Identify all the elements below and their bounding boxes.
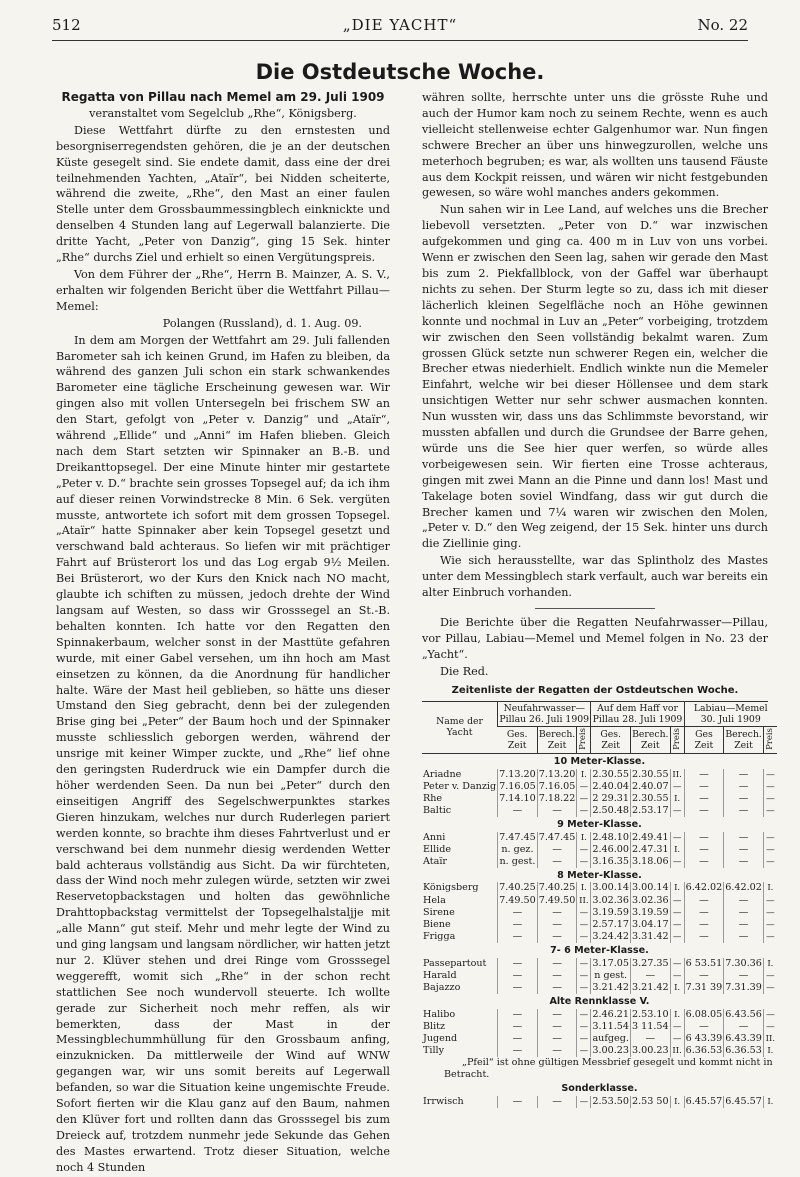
time-cell: 3.00.14 (592, 882, 629, 894)
time-cell: 7.49.50 (538, 894, 576, 906)
time-cell: — (498, 805, 538, 817)
time-cell: — (684, 844, 724, 856)
time-cell: 7.13.20 (499, 768, 536, 780)
time-cell: — (724, 805, 764, 817)
table-row (422, 1096, 777, 1108)
time-cell: — (724, 970, 764, 982)
time-cell: — (498, 958, 538, 970)
article-heading: Regatta von Pillau nach Memel am 29. Juli 1909 (61, 90, 385, 104)
time-cell: I. (577, 882, 591, 894)
left-column (56, 90, 390, 1177)
yacht-name: Halibo (423, 1008, 456, 1020)
time-cell: — (537, 805, 577, 817)
time-cell: I. (763, 1096, 777, 1108)
time-cell: — (724, 769, 764, 781)
time-cell: — (537, 856, 577, 868)
time-cell: — (763, 781, 777, 793)
time-cell: I. (577, 769, 591, 781)
table-row (422, 805, 777, 817)
table-row (422, 1045, 777, 1057)
time-cell: — (724, 844, 764, 856)
time-cell: — (630, 1033, 670, 1045)
time-cell: I. (763, 882, 777, 894)
time-cell: 3.02.36 (592, 894, 629, 906)
time-cell: 2.57.17 (592, 919, 629, 931)
time-cell: 2.40.04 (592, 780, 629, 792)
time-cell: 2.47.31 (631, 843, 669, 855)
table-row (422, 832, 777, 844)
time-cell: — (577, 1096, 591, 1108)
time-cell: — (724, 919, 764, 931)
time-cell: — (670, 832, 684, 844)
time-cell: 7.40.25 (538, 882, 576, 894)
time-cell: — (498, 1045, 538, 1057)
time-cell: 2.53.10 (631, 1008, 669, 1020)
time-cell: n gest. (591, 970, 631, 982)
time-cell: — (670, 919, 684, 931)
time-cell: 3.16.35 (592, 856, 629, 868)
time-cell: — (684, 1021, 724, 1033)
yacht-name: Rhe (423, 793, 443, 805)
time-cell: 6.42.02 (685, 882, 723, 894)
time-cell: — (498, 982, 538, 994)
time-cell: — (684, 769, 724, 781)
time-cell: I. (670, 844, 684, 856)
time-cell: 6.42.02 (725, 882, 762, 894)
table-row (422, 958, 777, 970)
yacht-name: Sirene (423, 906, 455, 918)
yacht-name: Jugend (423, 1032, 458, 1044)
time-cell: II. (577, 895, 591, 907)
time-cell: — (670, 856, 684, 868)
time-cell: — (763, 1009, 777, 1021)
time-cell: — (537, 982, 577, 994)
time-cell: — (724, 856, 764, 868)
class-heading-text: 9 Meter-Klasse. (557, 819, 642, 831)
time-cell: — (577, 919, 591, 931)
time-cell: — (498, 970, 538, 982)
yacht-name: Hela (423, 894, 446, 906)
time-cell: 2.49.41 (631, 831, 669, 843)
time-cell: — (537, 1021, 577, 1033)
time-cell: 7.49.50 (499, 894, 536, 906)
table-row (422, 919, 777, 931)
time-cell: I. (670, 1009, 684, 1021)
time-cell: — (763, 844, 777, 856)
time-cell: — (577, 1033, 591, 1045)
results-body (422, 754, 777, 1108)
time-cell: 2.30.55 (631, 768, 669, 780)
class-heading (422, 994, 777, 1008)
time-cell: — (577, 1045, 591, 1057)
yacht-name: Baltic (423, 805, 452, 817)
time-cell: 6.45.57 (685, 1095, 723, 1107)
time-cell: — (577, 1021, 591, 1033)
time-cell: — (684, 793, 724, 805)
subheader: Berech. Zeit (724, 726, 764, 754)
subheader-prize: Preis (763, 726, 777, 754)
time-cell: — (577, 805, 591, 817)
subheader-prize: Preis (670, 726, 684, 754)
article-subheading: veranstaltet vom Segelclub „Rhe“, Königsberg. (89, 106, 357, 120)
time-cell: — (763, 982, 777, 994)
time-cell: 3.00.23 (631, 1045, 669, 1057)
table-row (422, 982, 777, 994)
time-cell: 6 43.39 (685, 1032, 723, 1044)
time-cell: 2 29.31 (592, 793, 629, 805)
time-cell: — (498, 1096, 538, 1108)
time-cell: 7.16.05 (538, 780, 576, 792)
time-cell: n. gez. (498, 844, 538, 856)
time-cell: — (763, 856, 777, 868)
time-cell: 7.14.10 (499, 793, 536, 805)
paragraph-editor-note: Die Berichte über die Regatten Neufahrwasser—Pillau, vor Pillau, Labiau—Memel und Memel folgen in No. 23 der „Yacht“. (422, 616, 768, 661)
time-cell: 2.30.55 (631, 793, 669, 805)
time-cell: — (684, 856, 724, 868)
yacht-name: Ataïr (423, 856, 447, 868)
time-cell: — (577, 970, 591, 982)
time-cell: — (763, 931, 777, 943)
yacht-name: Peter v. Danzig (423, 780, 497, 792)
time-cell: — (724, 1021, 764, 1033)
time-cell: — (630, 970, 670, 982)
time-cell: aufgeg. (592, 1032, 629, 1044)
time-cell: — (670, 970, 684, 982)
table-row (422, 907, 777, 919)
time-cell: — (498, 1021, 538, 1033)
subheader-prize: Preis (577, 726, 591, 754)
time-cell: 6.43.39 (725, 1032, 762, 1044)
issue-number: No. 22 (697, 16, 748, 34)
time-cell: 6.08.05 (685, 1008, 723, 1020)
time-cell: — (684, 907, 724, 919)
yacht-name: Ariadne (423, 768, 462, 780)
time-cell: — (498, 931, 538, 943)
time-cell: — (577, 856, 591, 868)
paragraph-report: In dem am Morgen der Wettfahrt am 29. Juli fallenden Barometer sah ich keinen Grund, im Hafen zu bleiben, da während des ganzen Juli schon ein stark schwankendes Barometer eine tägliche Erscheinung gewesen war. Wir gingen also mit vollen Untersegeln bei frischem SW an den Start, gefolgt von „Peter v. Danzig“ und „Ataïr“, während „Ellide“ und „Anni“ im Hafen blieben. Gleich nach dem Start setzten wir Spinnaker an B.-B. und Dreikanttopsegel. Der eine Minute hinter mir gestartete „Peter v. D.“ brachte sein grosses Topsegel auf; da ich ihm auf dieser reinen Vorwindstrecke 8 Min. 6 Sek. vergüten musste, antwortete ich sofort mit dem grossen Topsegel. „Ataïr“ hatte Spinnaker aber kein Topsegel gesetzt und verschwand bald achteraus. So liefen wir mit prächtiger Fahrt auf Brüsterort los und das Log ergab 9½ Meilen. Bei Brüsterort, wo der Kurs den Knick nach NO macht, glaubte ich schiften zu müssen, jedoch drehte der Wind langsam auf Westen, so dass wir Grosssegel an St.-B. behalten konnten. Ich hatte vor den Regatten den Spinnakerbaum, welcher sonst in der Masttüte gefahren wurde, mit einer Gabel versehen, um ihn hoch am Mast einsetzen zu können, da die Anordnung für handlicher halte. Wäre der Mast heil geblieben, so hätte uns dieser Umstand den Sieg gebracht, denn bei der zulegenden Brise ging bei „Peter“ der Baum hoch und der Spinnaker musste schliesslich geborgen werden, während der unsrige mit keiner Wimper zuckte, und „Rhe“ lief ohne den geringsten Ruderdruck wie ein Dampfer durch die höher werdenden Seen. Da nun bei „Peter“ durch den einseitigen Angriff des Segelschwerpunktes starkes Gieren hinzukam, welches nur durch Ruderlegen pariert werden konnte, so brachte ihm dieses Fahrtverlust und er verschwand bei dem nunmehr diesig werdenden Wetter bald achteraus vollständig aus Sicht. Da wir fürchteten, dass der Wind noch mehr zulegen würde, setzten wir zwei Reservetopbackstagen und holten das gewöhnliche Drahttopbackstag vermittelst der Topsegelhalstaljje mit „alle Mann“ gut steif. Mehr und mehr legte der Wind zu und ging langsam und langsam nördlicher, wir hatten jetzt nur 2. Klüver stehen und drei Ringe vom Grosssegel weggerefft, womit sich „Rhe“ in der schon recht stattlichen See noch wundervoll steuerte. Ich wollte gerade zur Sicherheit noch mehr reffen, als wir bemerkten, dass der Mast in der Messingblechummhüllung für den Grossbaum anfing, einzuknicken. Da mittlerweile der Wind auf WNW gegangen war, wir uns somit bereits auf Legerwall befanden, so war die Situation keine ungemischte Freude. Sofort fierten wir die Klau ganz auf den Baum, nahmen den Klüver fort und rollten dann das Grosssegel bis zum Dreieck auf, trotzdem nunmehr jede Sekunde das Gehen des Mastes erwartend. Trotz dieser Situation, welche noch 4 Stunden (56, 333, 390, 1174)
yacht-name: Frigga (423, 931, 456, 943)
time-cell: 2.53.17 (631, 805, 669, 817)
time-cell: — (670, 805, 684, 817)
class-heading-text: 7- 6 Meter-Klasse. (550, 945, 649, 957)
table-row (422, 856, 777, 868)
time-cell: — (763, 769, 777, 781)
results-table (422, 702, 777, 1108)
paragraph-report-intro: Von dem Führer der „Rhe“, Herrn B. Mainzer, A. S. V., erhalten wir folgenden Bericht über die Wettfahrt Pillau—Memel: (56, 267, 390, 313)
time-cell: — (577, 1009, 591, 1021)
time-cell: — (537, 958, 577, 970)
time-cell: I. (670, 882, 684, 894)
time-cell: — (684, 781, 724, 793)
time-cell: 3.02.36 (631, 894, 669, 906)
time-cell: — (763, 970, 777, 982)
time-cell: — (537, 907, 577, 919)
time-cell: 7.31 39 (685, 982, 723, 994)
class-heading-text: 10 Meter-Klasse. (553, 756, 646, 768)
table-row (422, 1021, 777, 1033)
yacht-name: Biene (423, 919, 451, 931)
time-cell: n. gest. (499, 856, 536, 868)
subheader: Ges. Zeit (591, 726, 631, 754)
time-cell: 2.40.07 (631, 780, 669, 792)
time-cell: — (763, 793, 777, 805)
time-cell: 7.13.20 (538, 768, 576, 780)
time-cell: — (763, 1021, 777, 1033)
class-heading-text: Alte Rennklasse V. (549, 996, 650, 1008)
paragraph-mast: Wie sich herausstellte, war das Splintholz des Mastes unter dem Messingblech stark verfault, auch war bereits ein alter Einbruch vorhanden. (422, 554, 768, 600)
time-cell: 3.21.42 (592, 982, 629, 994)
time-cell: — (763, 895, 777, 907)
time-cell: — (577, 907, 591, 919)
race-header-1: Neufahrwasser—Pillau 26. Juli 1909 (499, 702, 590, 725)
table-row (422, 895, 777, 907)
time-cell: — (724, 793, 764, 805)
table-note: „Pfeil“ ist ohne gültigen Messbrief gesegelt und kommt nicht in Betracht. (444, 1057, 773, 1081)
time-cell: — (724, 832, 764, 844)
time-cell: — (670, 931, 684, 943)
time-cell: — (684, 805, 724, 817)
time-cell: 2.30.55 (592, 768, 629, 780)
yacht-name: Blitz (423, 1020, 446, 1032)
time-cell: — (577, 844, 591, 856)
time-cell: 2.48.10 (592, 831, 629, 843)
table-row (422, 882, 777, 894)
time-cell: — (684, 895, 724, 907)
time-cell: — (763, 832, 777, 844)
table-title: Zeitenliste der Regatten der Ostdeutschen Woche. (422, 683, 768, 702)
yacht-name: Tilly (423, 1045, 445, 1057)
class-heading (422, 868, 777, 882)
name-header: Name der Yacht (422, 702, 498, 754)
time-cell: 3.00.23 (592, 1045, 629, 1057)
time-cell: — (577, 958, 591, 970)
time-cell: — (684, 832, 724, 844)
paragraph-intro: Diese Wettfahrt dürfte zu den ernstesten und besorgniserregendsten gehören, die je an der deutschen Küste gesegelt sind. Sie endete damit, dass eine der drei teilnehmenden Yachten, „Ataïr“, bei Nidden scheiterte, während die zweite, „Rhe“, den Mast an einer faulen Stelle unter dem Grossbaummessingblech einknickte und denselben 4 Stunden lang auf Legerwall balanzierte. Die dritte Yacht, „Peter von Danzig“, ging 15 Sek. hinter „Rhe“ durchs Ziel und erhielt so einen Vergütungspreis. (56, 123, 390, 265)
time-cell: 6.45.57 (725, 1095, 762, 1107)
time-cell: 3.24.42 (592, 931, 629, 943)
right-column (422, 90, 776, 1108)
time-cell: 3.04.17 (631, 919, 669, 931)
time-cell: — (577, 931, 591, 943)
time-cell: I. (763, 958, 777, 970)
time-cell: — (670, 958, 684, 970)
time-cell: I. (670, 1096, 684, 1108)
time-cell: — (724, 931, 764, 943)
time-cell: — (498, 919, 538, 931)
yacht-name: Anni (423, 831, 446, 843)
time-cell: — (577, 793, 591, 805)
time-cell: 7.16.05 (499, 780, 536, 792)
yacht-name: Bajazzo (423, 982, 461, 994)
time-cell: 7.47.45 (538, 831, 576, 843)
subheader: Ges Zeit (684, 726, 724, 754)
time-cell: — (537, 970, 577, 982)
time-cell: 2.46.21 (592, 1008, 629, 1020)
yacht-name: Königsberg (423, 882, 479, 894)
yacht-name: Ellide (423, 843, 452, 855)
dateline: Polangen (Russland), d. 1. Aug. 09. (162, 316, 362, 330)
time-cell: — (537, 1033, 577, 1045)
time-cell: — (577, 781, 591, 793)
time-cell: 7.47.45 (499, 831, 536, 843)
time-cell: 2.53.50 (592, 1095, 629, 1107)
time-cell: 3.00.14 (631, 882, 669, 894)
time-cell: — (724, 895, 764, 907)
time-cell: II. (670, 1045, 684, 1057)
time-cell: — (670, 781, 684, 793)
time-cell: 3.31.42 (631, 931, 669, 943)
journal-name: „DIE YACHT“ (342, 16, 458, 34)
table-row (422, 793, 777, 805)
time-cell: — (763, 907, 777, 919)
yacht-name: Passepartout (423, 957, 487, 969)
time-cell: — (537, 919, 577, 931)
time-cell: — (724, 907, 764, 919)
time-cell: — (537, 931, 577, 943)
subheader: Berech. Zeit (630, 726, 670, 754)
header-rule (52, 40, 748, 41)
time-cell: 7.18.22 (538, 793, 576, 805)
paragraph-report-cont: währen sollte, herrschte unter uns die grösste Ruhe und auch der Humor kam noch zu seinem Rechte, wenn es auch vielleicht stellenweise echter Galgenhumor war. Nun fingen schwere Brecher an über uns hinwegzurollen, welche uns meterhoch begruben; es war, als wollten uns tausend Fäuste aus dem Kockpit reissen, und wären wir nicht festgebunden gewesen, so wäre wohl manches anders gekommen. (422, 91, 768, 200)
time-cell: 3.27.35 (631, 957, 669, 969)
time-cell: I. (577, 832, 591, 844)
editor-signature: Die Red. (440, 664, 489, 678)
time-cell: 2.50.48 (592, 805, 629, 817)
race-header-2: Auf dem Haff vor Pillau 28. Juli 1909 (592, 702, 683, 725)
time-cell: — (537, 1096, 577, 1108)
time-cell: 3.19.59 (631, 906, 669, 918)
time-cell: — (498, 1033, 538, 1045)
time-cell: 7.30.36 (725, 957, 762, 969)
time-cell: 3 11.54 (631, 1020, 669, 1032)
time-cell: — (498, 907, 538, 919)
time-cell: 6.36.53 (725, 1045, 762, 1057)
class-heading-text: Sonderklasse. (561, 1083, 638, 1095)
class-heading (422, 1081, 777, 1095)
table-row (422, 781, 777, 793)
time-cell: — (670, 1033, 684, 1045)
section-divider (535, 608, 655, 609)
yacht-name: Harald (423, 969, 457, 981)
time-cell: 3.21.42 (631, 982, 669, 994)
class-heading (422, 754, 777, 769)
table-note-row (422, 1057, 777, 1081)
class-heading (422, 817, 777, 831)
time-cell: I. (670, 982, 684, 994)
time-cell: II. (763, 1033, 777, 1045)
time-cell: 3.19.59 (592, 906, 629, 918)
time-cell: — (763, 919, 777, 931)
time-cell: 2.46.00 (592, 843, 629, 855)
time-cell: — (577, 982, 591, 994)
time-cell: 2.53 50 (631, 1095, 669, 1107)
time-cell: — (684, 931, 724, 943)
time-cell: — (684, 970, 724, 982)
table-row (422, 844, 777, 856)
time-cell: — (763, 805, 777, 817)
table-row (422, 769, 777, 781)
subheader: Ges. Zeit (498, 726, 538, 754)
time-cell: I. (670, 793, 684, 805)
time-cell: — (670, 907, 684, 919)
time-cell: — (537, 844, 577, 856)
subheader: Berech. Zeit (537, 726, 577, 754)
running-header (52, 16, 748, 38)
time-cell: — (724, 781, 764, 793)
paragraph-storm: Nun sahen wir in Lee Land, auf welches uns die Brecher liebevoll versetzten. „Peter von D.“ war inzwischen aufgekommen und ging ca. 400 m in Luv von uns vorbei. Wenn er zwischen den Seen lag, sahen wir gerade den Mast bis zum 2. Piekfallblock, von der Gaffel war überhaupt nichts zu sehen. Der Sturm legte so zu, dass ich mit dieser lächerlich kleinen Segelfläche noch an Höhe gewinnen konnte und nochmal in Luv an „Peter“ vorbeiging, trotzdem wir zwischen den Seen vollständig bekalmt waren. Zum grossen Glück setzte nun schwerer Regen ein, welcher die Brecher etwas niederhielt. Endlich winkte nun die Memeler Einfahrt, welche wir bei dieser Höllensee und dem stark unsichtigen Wetter nur sehr schwer ausmachen konnten. Nun wussten wir, dass uns das Schlimmste bevorstand, wir mussten abfallen und durch die Grundsee der Barre gehen, würde uns die See hier quer werfen, so würde alles vorbeigewesen sein. Wir fierten eine Trosse achteraus, gingen mit zwei Mann an die Pinne und dann los! Mast und Takelage boten soviel Windfang, dass wir gut durch die Brecher kamen und 7¼ waren wir zwischen den Molen, „Peter v. D.“ den Weg zeigend, der 15 Sek. hinter uns durch die Ziellinie ging. (422, 203, 768, 551)
time-cell: 6 53.51 (685, 957, 723, 969)
class-heading-text: 8 Meter-Klasse. (557, 870, 642, 882)
time-cell: 3.18.06 (631, 856, 669, 868)
table-row (422, 1009, 777, 1021)
table-row (422, 1033, 777, 1045)
class-heading (422, 943, 777, 957)
time-cell: 3.11.54 (592, 1020, 629, 1032)
time-cell: 6.36.53 (685, 1045, 723, 1057)
race-header-3: Labiau—Memel 30. Juli 1909 (684, 702, 777, 727)
time-cell: — (670, 895, 684, 907)
time-cell: 3.17.05 (592, 957, 629, 969)
table-row (422, 970, 777, 982)
yacht-name: Irrwisch (423, 1095, 464, 1107)
time-cell: 6.43.56 (725, 1008, 762, 1020)
time-cell: — (670, 1021, 684, 1033)
table-row (422, 931, 777, 943)
page-title: Die Ostdeutsche Woche. (255, 60, 545, 84)
time-cell: 7.31.39 (725, 982, 762, 994)
time-cell: II. (670, 769, 684, 781)
time-cell: — (537, 1009, 577, 1021)
time-cell: — (684, 919, 724, 931)
page-number: 512 (52, 16, 81, 34)
time-cell: 7.40.25 (499, 882, 536, 894)
time-cell: I. (763, 1045, 777, 1057)
time-cell: — (498, 1009, 538, 1021)
time-cell: — (537, 1045, 577, 1057)
